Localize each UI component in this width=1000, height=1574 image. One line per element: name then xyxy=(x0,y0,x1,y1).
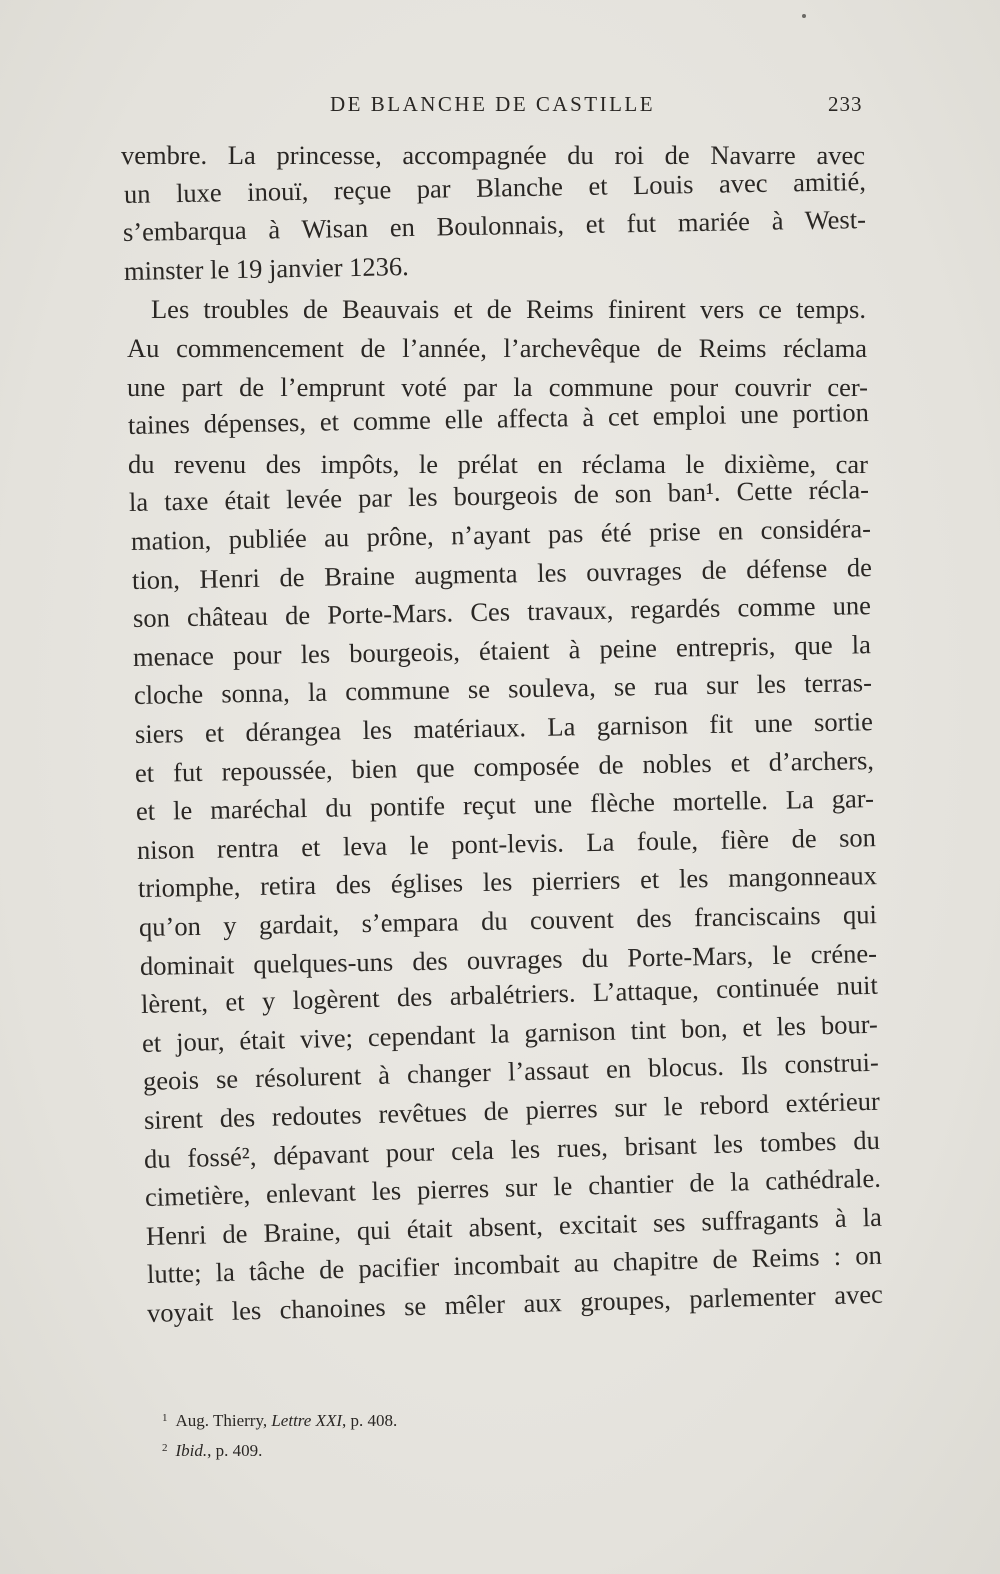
footnote xyxy=(162,1406,397,1433)
text-line: cloche sonna, la commune se souleva, se rua sur les terras- xyxy=(133,667,873,711)
text-line: et fut repoussée, bien que composée de nobles et d’archers, xyxy=(134,744,875,788)
footnote-mark: 1 xyxy=(162,1412,168,1424)
text-line: et jour, était vive; cependant la garnison tint bon, et les bour- xyxy=(141,1008,879,1058)
text-line: cimetière, enlevant les pierres sur le chantier de la cathédrale. xyxy=(144,1162,882,1213)
paper-speck xyxy=(802,14,806,18)
text-line: siers et dérangea les matériaux. La garnison fit une sortie xyxy=(134,706,874,749)
text-line: et le maréchal du pontife reçut une flèche mortelle. La gar- xyxy=(135,783,875,827)
text-line: dominait quelques-uns des ouvrages du Porte-Mars, le créne- xyxy=(139,937,878,981)
footnote-italic: Lettre XXI xyxy=(271,1411,342,1430)
footnote-tail: , p. 408. xyxy=(342,1411,398,1430)
text-line: son château de Porte-Mars. Ces travaux, regardés comme une xyxy=(132,590,872,634)
text-line: la taxe était levée par les bourgeois de son ban¹. Cette récla- xyxy=(128,474,870,518)
text-line: taines dépenses, et comme elle affecta à cet emploi une portion xyxy=(127,397,870,441)
text-line: menace pour les bourgeois, étaient à peine entrepris, que la xyxy=(132,628,872,672)
text-line: nison rentra et leva le pont-levis. La foule, fière de son xyxy=(136,821,877,865)
text-line: une part de l’emprunt voté par la commune pour couvrir cer- xyxy=(127,371,868,402)
page-header xyxy=(0,92,1000,126)
text-line: s’embarqua à Wisan en Boulonnais, et fut mariée à West- xyxy=(122,204,867,248)
page-number: 233 xyxy=(828,92,863,116)
footnote xyxy=(162,1436,262,1463)
text-line: qu’on y gardait, s’empara du couvent des franciscains qui xyxy=(138,899,878,942)
running-title: DE BLANCHE DE CASTILLE xyxy=(330,92,656,116)
text-line: Au commencement de l’année, l’archevêque de Reims réclama xyxy=(127,333,867,363)
text-line: tion, Henri de Braine augmenta les ouvrages de défense de xyxy=(131,551,873,595)
footnote-mark: 2 xyxy=(162,1442,168,1454)
footnote-italic: Ibid. xyxy=(175,1441,208,1460)
text-line: Les troubles de Beauvais et de Reims finirent vers ce temps. xyxy=(151,294,866,325)
text-line: geois se résolurent à changer l’assaut en blocus. Ils construi- xyxy=(142,1047,880,1097)
text-line: minster le 19 janvier 1236. xyxy=(123,250,410,286)
text-line: du revenu des impôts, le prélat en réclama le dixième, car xyxy=(128,448,868,479)
text-line: du fossé², dépavant pour cela les rues, brisant les tombes du xyxy=(143,1124,881,1174)
footnote-lead: Aug. Thierry, xyxy=(175,1411,272,1430)
text-line: lutte; la tâche de pacifier incombait au chapitre de Reims : on xyxy=(146,1240,883,1290)
text-line: triomphe, retira des églises les pierriers et les mangonneaux xyxy=(137,860,878,904)
text-line: un luxe inouï, reçue par Blanche et Louis avec amitié, xyxy=(123,165,867,209)
text-line: lèrent, et y logèrent des arbalétriers. L’attaque, continuée nuit xyxy=(140,969,879,1020)
text-line: Henri de Braine, qui était absent, excitait ses suffragants à la xyxy=(145,1201,883,1251)
text-line: mation, publiée au prône, n’ayant pas été prise en considéra- xyxy=(130,513,872,556)
footnote-tail: , p. 409. xyxy=(207,1441,263,1460)
text-line: sirent des redoutes revêtues de pierres sur le rebord extérieur xyxy=(143,1085,881,1135)
text-line: vembre. La princesse, accompagnée du roi de Navarre avec xyxy=(121,140,865,170)
text-line: voyait les chanoines se mêler aux groupes, parlementer avec xyxy=(146,1278,884,1328)
